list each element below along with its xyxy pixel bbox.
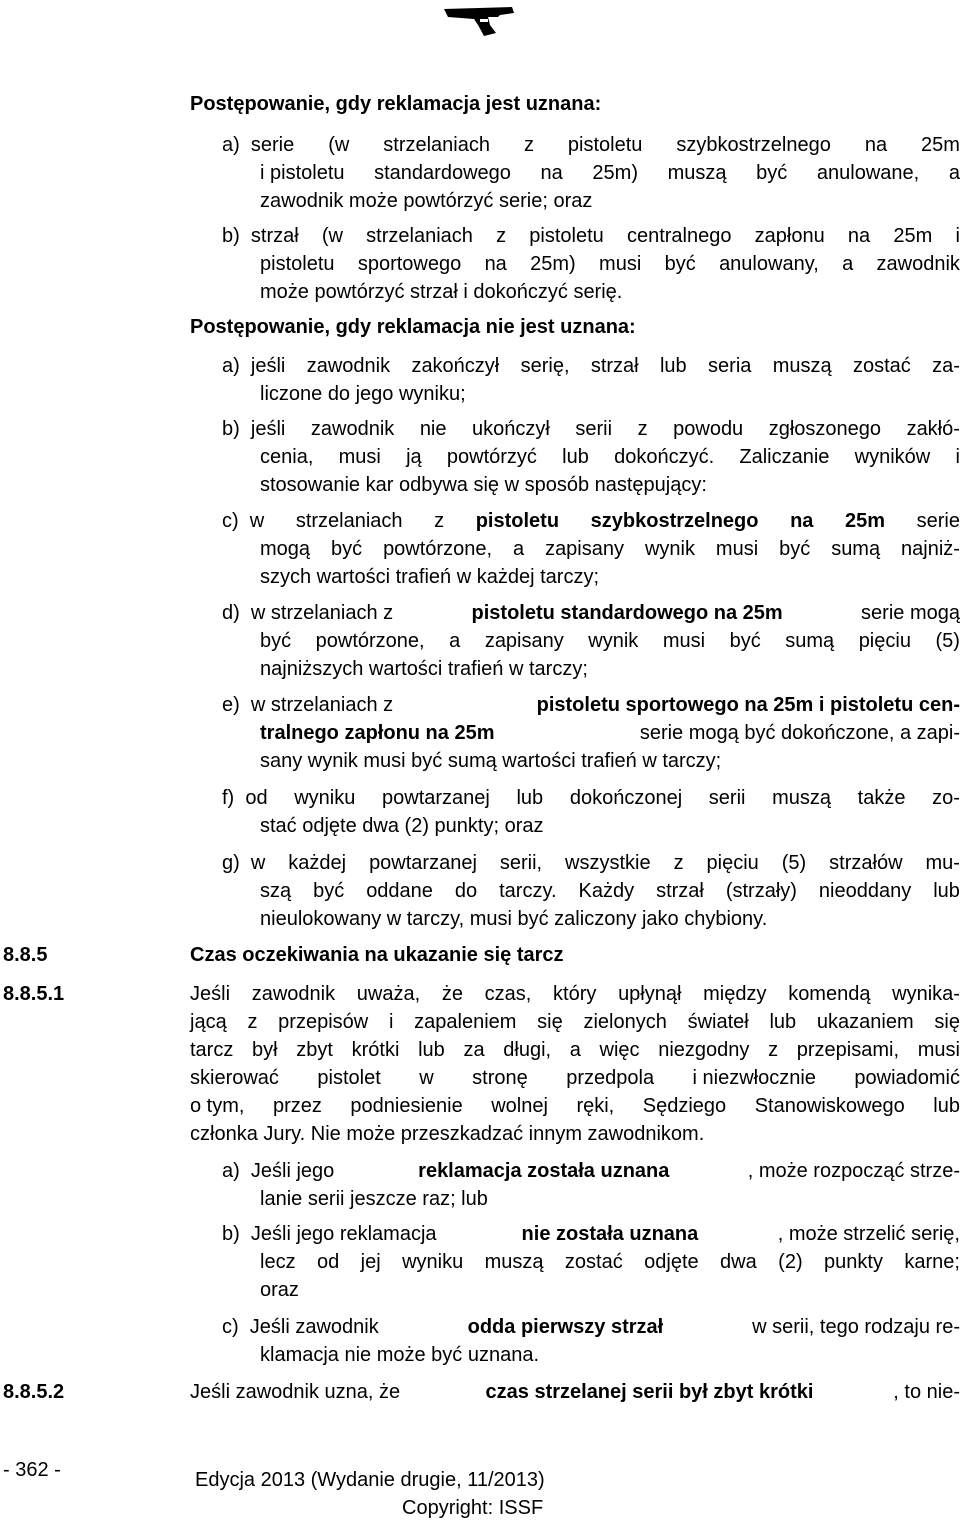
rejected-item-line: [222, 599, 960, 627]
text: serie: [916, 510, 960, 532]
text: lub: [516, 787, 544, 809]
rejected-item-line: [222, 849, 960, 877]
text: , może rozpocząć strze-: [747, 1160, 960, 1182]
text: a: [569, 1039, 581, 1061]
text: świateł: [687, 1011, 749, 1033]
text: wynika-: [892, 983, 960, 1005]
text: niezgodny: [658, 1039, 750, 1061]
text: stosowanie kar odbywa się w sposób następujący:: [260, 474, 707, 496]
text: z: [523, 134, 534, 156]
text: za-: [932, 355, 960, 377]
bold-text: reklamacja została uznana: [418, 1160, 670, 1182]
text: przepisami,: [796, 1039, 900, 1061]
text: z: [673, 852, 684, 874]
text: a) serie: [222, 134, 295, 156]
section-number: 8.8.5.1: [3, 983, 65, 1005]
accepted-item-line: [260, 159, 960, 187]
text: w: [419, 1067, 434, 1089]
accepted-item-line: [260, 187, 592, 215]
text: pięciu: [858, 630, 911, 652]
text: pistolet: [317, 1067, 381, 1089]
text: wyniku: [294, 787, 356, 809]
text: lub: [933, 1095, 960, 1117]
text: wolnej: [491, 1095, 548, 1117]
text: nieoddany: [818, 880, 912, 902]
text: czas,: [484, 983, 532, 1005]
text: członka Jury. Nie może przeszkadzać innym zawodnikom.: [190, 1123, 705, 1145]
text: o tym,: [190, 1095, 245, 1117]
text: zawodnik: [876, 253, 960, 275]
text: skierować: [190, 1067, 279, 1089]
text: był: [252, 1039, 278, 1061]
text: między: [703, 983, 767, 1005]
text: strzelaniach: [295, 510, 403, 532]
bold-text: czas strzelanej serii był zbyt krótki: [485, 1381, 814, 1403]
text: pistoletu: [567, 134, 643, 156]
text: zostać: [852, 355, 911, 377]
text: musi: [715, 538, 759, 560]
rejected-item-line: [260, 719, 960, 747]
text: powtórzone,: [315, 630, 425, 652]
text: być: [260, 630, 292, 652]
text: a: [449, 630, 461, 652]
text: zapaleniem: [414, 1011, 517, 1033]
text: najniż-: [901, 538, 960, 560]
text: który: [553, 983, 597, 1005]
text: b) jeśli: [222, 418, 286, 440]
text: dokończyć.: [614, 446, 715, 468]
accepted-item-line: [222, 222, 960, 250]
text: e) w strzelaniach z: [222, 694, 399, 716]
text: strzelaniach: [383, 134, 490, 156]
text: Zaliczanie: [739, 446, 830, 468]
text: nieulokowany w tarczy, musi być zaliczony jako chybiony.: [260, 908, 768, 930]
text: szą: [260, 880, 292, 902]
text: serii,: [499, 852, 543, 874]
text: sumą: [831, 538, 881, 560]
rejected-item-line: [260, 812, 543, 840]
text: lub: [418, 1039, 445, 1061]
text: mogą: [260, 538, 311, 560]
text: (w: [328, 134, 350, 156]
text: każdej: [288, 852, 347, 874]
text: zbyt: [296, 1039, 333, 1061]
text: być: [664, 253, 696, 275]
text: wynik: [588, 630, 639, 652]
rejected-item-line: [260, 471, 707, 499]
text: zawodnik: [306, 355, 391, 377]
text: Stanowiskowego: [754, 1095, 905, 1117]
text: 25m: [893, 225, 933, 247]
text: zo-: [932, 787, 960, 809]
text: oddane: [366, 880, 433, 902]
text: być: [779, 538, 811, 560]
text: z: [247, 1011, 258, 1033]
text: liczone do jego wyniku;: [260, 383, 466, 405]
complaint-item-line: [260, 1341, 539, 1369]
text: na: [484, 253, 507, 275]
text: 25m): [530, 253, 576, 275]
text: muszą: [772, 787, 831, 809]
text: za: [463, 1039, 485, 1061]
text: dokończonej: [569, 787, 683, 809]
text: 25m): [592, 162, 638, 184]
paragraph-line: [190, 1120, 704, 1148]
text: się: [934, 1011, 960, 1033]
text: z: [434, 510, 445, 532]
text: przepisów: [278, 1011, 369, 1033]
text: zakłó-: [906, 418, 960, 440]
text: długi,: [503, 1039, 552, 1061]
text: z: [637, 418, 648, 440]
bold-text: pistoletu sportowego na 25m i pistoletu cen-: [536, 694, 960, 716]
text: być: [729, 630, 761, 652]
text: pięciu: [706, 852, 759, 874]
section-number: 8.8.5.2: [3, 1381, 65, 1403]
paragraph-line: [190, 1036, 960, 1064]
text: w serii, tego rodzaju re-: [746, 1316, 960, 1338]
text: i: [955, 446, 960, 468]
text: standardowego: [374, 162, 511, 184]
complaint-item-line: [260, 1185, 488, 1213]
accepted-item-line: [260, 278, 622, 306]
text: ją: [406, 446, 422, 468]
text: że: [441, 983, 463, 1005]
rejected-item-line: [260, 443, 960, 471]
text: z: [496, 225, 507, 247]
rejected-item-line: [222, 691, 960, 719]
text: zgłoszonego: [768, 418, 882, 440]
text: dwa: [720, 1251, 757, 1273]
bold-text: odda pierwszy strzał: [467, 1316, 664, 1338]
text: f) od: [222, 787, 268, 809]
complaint-item-line: [222, 1313, 960, 1341]
text: muszą: [484, 1251, 544, 1273]
text: anulowany,: [719, 253, 819, 275]
text: być: [330, 538, 363, 560]
text: serie mogą: [855, 602, 960, 624]
text: karne;: [904, 1251, 960, 1273]
paragraph-line: [190, 1378, 960, 1406]
text: a: [512, 538, 525, 560]
bold-text: nie została uznana: [521, 1223, 699, 1245]
text: strzał: [656, 880, 704, 902]
text: lecz: [260, 1251, 296, 1273]
text: strzałów: [829, 852, 903, 874]
text: pistoletu: [260, 253, 335, 275]
text: zapłonu: [754, 225, 825, 247]
text: i: [955, 225, 960, 247]
text: serii: [575, 418, 613, 440]
text: muszą: [667, 162, 727, 184]
text: g) w: [222, 852, 266, 874]
text: musi: [599, 253, 642, 275]
rejected-item-line: [260, 535, 960, 563]
text: (strzały): [725, 880, 797, 902]
text: wynik: [644, 538, 695, 560]
rejected-item-line: [222, 784, 960, 812]
text: zapisany: [545, 538, 624, 560]
section-title: Czas oczekiwania na ukazanie się tarcz: [190, 944, 564, 966]
text: Każdy: [578, 880, 635, 902]
text: a: [842, 253, 854, 275]
rejected-item-line: [260, 380, 466, 408]
text: najniższych wartości trafień w tarczy;: [260, 658, 588, 680]
text: przedpola: [566, 1067, 655, 1089]
text: ukończył: [472, 418, 550, 440]
rejected-item-line: [222, 352, 960, 380]
text: powodu: [673, 418, 744, 440]
bold-text: pistoletu standardowego na 25m: [471, 602, 783, 624]
rejected-item-line: [260, 627, 960, 655]
rejected-item-line: [260, 747, 721, 775]
text: cenia,: [260, 446, 314, 468]
text: i: [388, 1011, 394, 1033]
text: serię,: [520, 355, 570, 377]
bold-text: szybkostrzelnego: [590, 510, 759, 532]
bold-text: 25m: [845, 510, 886, 532]
text: może powtórzyć strzał i dokończyć serię.: [260, 281, 623, 303]
text: sumą: [785, 630, 835, 652]
text: jej: [360, 1251, 381, 1273]
text: krótki: [351, 1039, 400, 1061]
complaint-item-line: [260, 1248, 960, 1276]
text: na: [847, 225, 871, 247]
text: sportowego: [357, 253, 462, 275]
text: upłynął: [618, 983, 682, 1005]
bold-text: pistoletu: [475, 510, 560, 532]
text: Jeśli: [190, 983, 231, 1005]
paragraph-line: [190, 1008, 960, 1036]
text: zapisany: [484, 630, 564, 652]
text: zielonych: [583, 1011, 667, 1033]
rejected-item-line: [260, 655, 588, 683]
text: na: [864, 134, 888, 156]
text: musi: [917, 1039, 960, 1061]
text: i pistoletu: [260, 162, 345, 184]
text: punkty: [824, 1251, 883, 1273]
text: zostać: [564, 1251, 623, 1273]
text: uważa,: [356, 983, 421, 1005]
text: c) w: [222, 510, 265, 532]
text: (2): [778, 1251, 803, 1273]
text: sany wynik musi być sumą wartości trafień w tarczy;: [260, 750, 722, 772]
text: wyniku: [402, 1251, 464, 1273]
text: b) Jeśli jego reklamacja: [222, 1223, 443, 1245]
text: szybkostrzelnego: [676, 134, 831, 156]
text: być: [756, 162, 788, 184]
page-number: - 362 -: [3, 1459, 61, 1481]
rejected-item-line: [222, 507, 960, 535]
complaint-item-line: [260, 1276, 299, 1304]
text: od: [316, 1251, 340, 1273]
heading-accepted: Postępowanie, gdy reklamacja jest uznana:: [190, 93, 602, 115]
text: klamacja nie może być uznana.: [260, 1344, 540, 1366]
text: wyników: [854, 446, 931, 468]
text: muszą: [772, 355, 832, 377]
heading-rejected: Postępowanie, gdy reklamacja nie jest uznana:: [190, 316, 636, 338]
text: c) Jeśli zawodnik: [222, 1316, 385, 1338]
text: z: [768, 1039, 779, 1061]
text: szych wartości trafień w każdej tarczy;: [260, 566, 599, 588]
text: nie: [419, 418, 447, 440]
text: seria: [708, 355, 752, 377]
text: lub: [562, 446, 589, 468]
text: powtórzone,: [383, 538, 493, 560]
text: strzelaniach: [366, 225, 473, 247]
text: także: [857, 787, 906, 809]
text: zawodnik może powtórzyć serie; oraz: [260, 190, 593, 212]
bold-text: na: [790, 510, 814, 532]
text: zawodnik: [310, 418, 395, 440]
text: , może strzelić serię,: [777, 1223, 960, 1245]
text: d) w strzelaniach z: [222, 602, 399, 624]
text: zawodnik: [251, 983, 336, 1005]
text: mu-: [925, 852, 960, 874]
text: być: [313, 880, 345, 902]
text: powtórzyć: [446, 446, 537, 468]
text: powiadomić: [854, 1067, 960, 1089]
text: więc: [599, 1039, 640, 1061]
text: serii: [708, 787, 746, 809]
text: , to nie-: [893, 1381, 960, 1403]
text: 25m: [921, 134, 960, 156]
paragraph-line: [190, 1092, 960, 1120]
text: tarczy.: [499, 880, 557, 902]
text: stronę: [472, 1067, 528, 1089]
rejected-item-line: [260, 563, 599, 591]
text: a) Jeśli jego: [222, 1160, 340, 1182]
bold-text: tralnego zapłonu na 25m: [260, 722, 495, 744]
rejected-item-line: [222, 415, 960, 443]
text: przez: [272, 1095, 322, 1117]
copyright-info: Copyright: ISSF: [402, 1497, 544, 1519]
text: do: [454, 880, 478, 902]
pistol-logo-icon: [440, 3, 520, 39]
text: tarcz: [190, 1039, 234, 1061]
text: Sędziego: [642, 1095, 727, 1117]
text: oraz: [260, 1279, 299, 1301]
text: musi: [338, 446, 381, 468]
text: i niezwłocznie: [692, 1067, 816, 1089]
text: strzał: [590, 355, 639, 377]
complaint-item-line: [222, 1220, 960, 1248]
text: powtarzanej: [382, 787, 490, 809]
text: powtarzanej: [369, 852, 477, 874]
text: b) strzał: [222, 225, 299, 247]
text: jącą: [190, 1011, 227, 1033]
paragraph-line: [190, 980, 960, 1008]
text: lub: [769, 1011, 797, 1033]
text: serie mogą być dokończone, a zapi-: [634, 722, 960, 744]
text: się: [537, 1011, 563, 1033]
text: wszystkie: [565, 852, 651, 874]
text: zakończył: [411, 355, 500, 377]
accepted-item-line: [260, 250, 960, 278]
accepted-item-line: [222, 131, 960, 159]
paragraph-line: [190, 1064, 960, 1092]
text: (5): [935, 630, 960, 652]
complaint-item-line: [222, 1157, 960, 1185]
text: ukazaniem: [816, 1011, 914, 1033]
text: odjęte: [644, 1251, 699, 1273]
edition-info: Edycja 2013 (Wydanie drugie, 11/2013): [195, 1469, 545, 1491]
text: pistoletu: [529, 225, 604, 247]
text: (w: [321, 225, 343, 247]
text: Jeśli zawodnik uzna, że: [190, 1381, 406, 1403]
text: (5): [781, 852, 807, 874]
text: centralnego: [626, 225, 732, 247]
text: musi: [662, 630, 706, 652]
rejected-item-line: [260, 877, 960, 905]
text: na: [540, 162, 563, 184]
text: anulowane,: [816, 162, 920, 184]
text: a: [948, 162, 960, 184]
text: komendą: [788, 983, 871, 1005]
text: lub: [933, 880, 960, 902]
text: podniesienie: [350, 1095, 463, 1117]
text: lanie serii jeszcze raz; lub: [260, 1188, 488, 1210]
rejected-item-line: [260, 905, 767, 933]
section-number: 8.8.5: [3, 944, 48, 966]
text: stać odjęte dwa (2) punkty; oraz: [260, 815, 544, 837]
text: a) jeśli: [222, 355, 286, 377]
text: lub: [659, 355, 687, 377]
text: ręki,: [576, 1095, 615, 1117]
